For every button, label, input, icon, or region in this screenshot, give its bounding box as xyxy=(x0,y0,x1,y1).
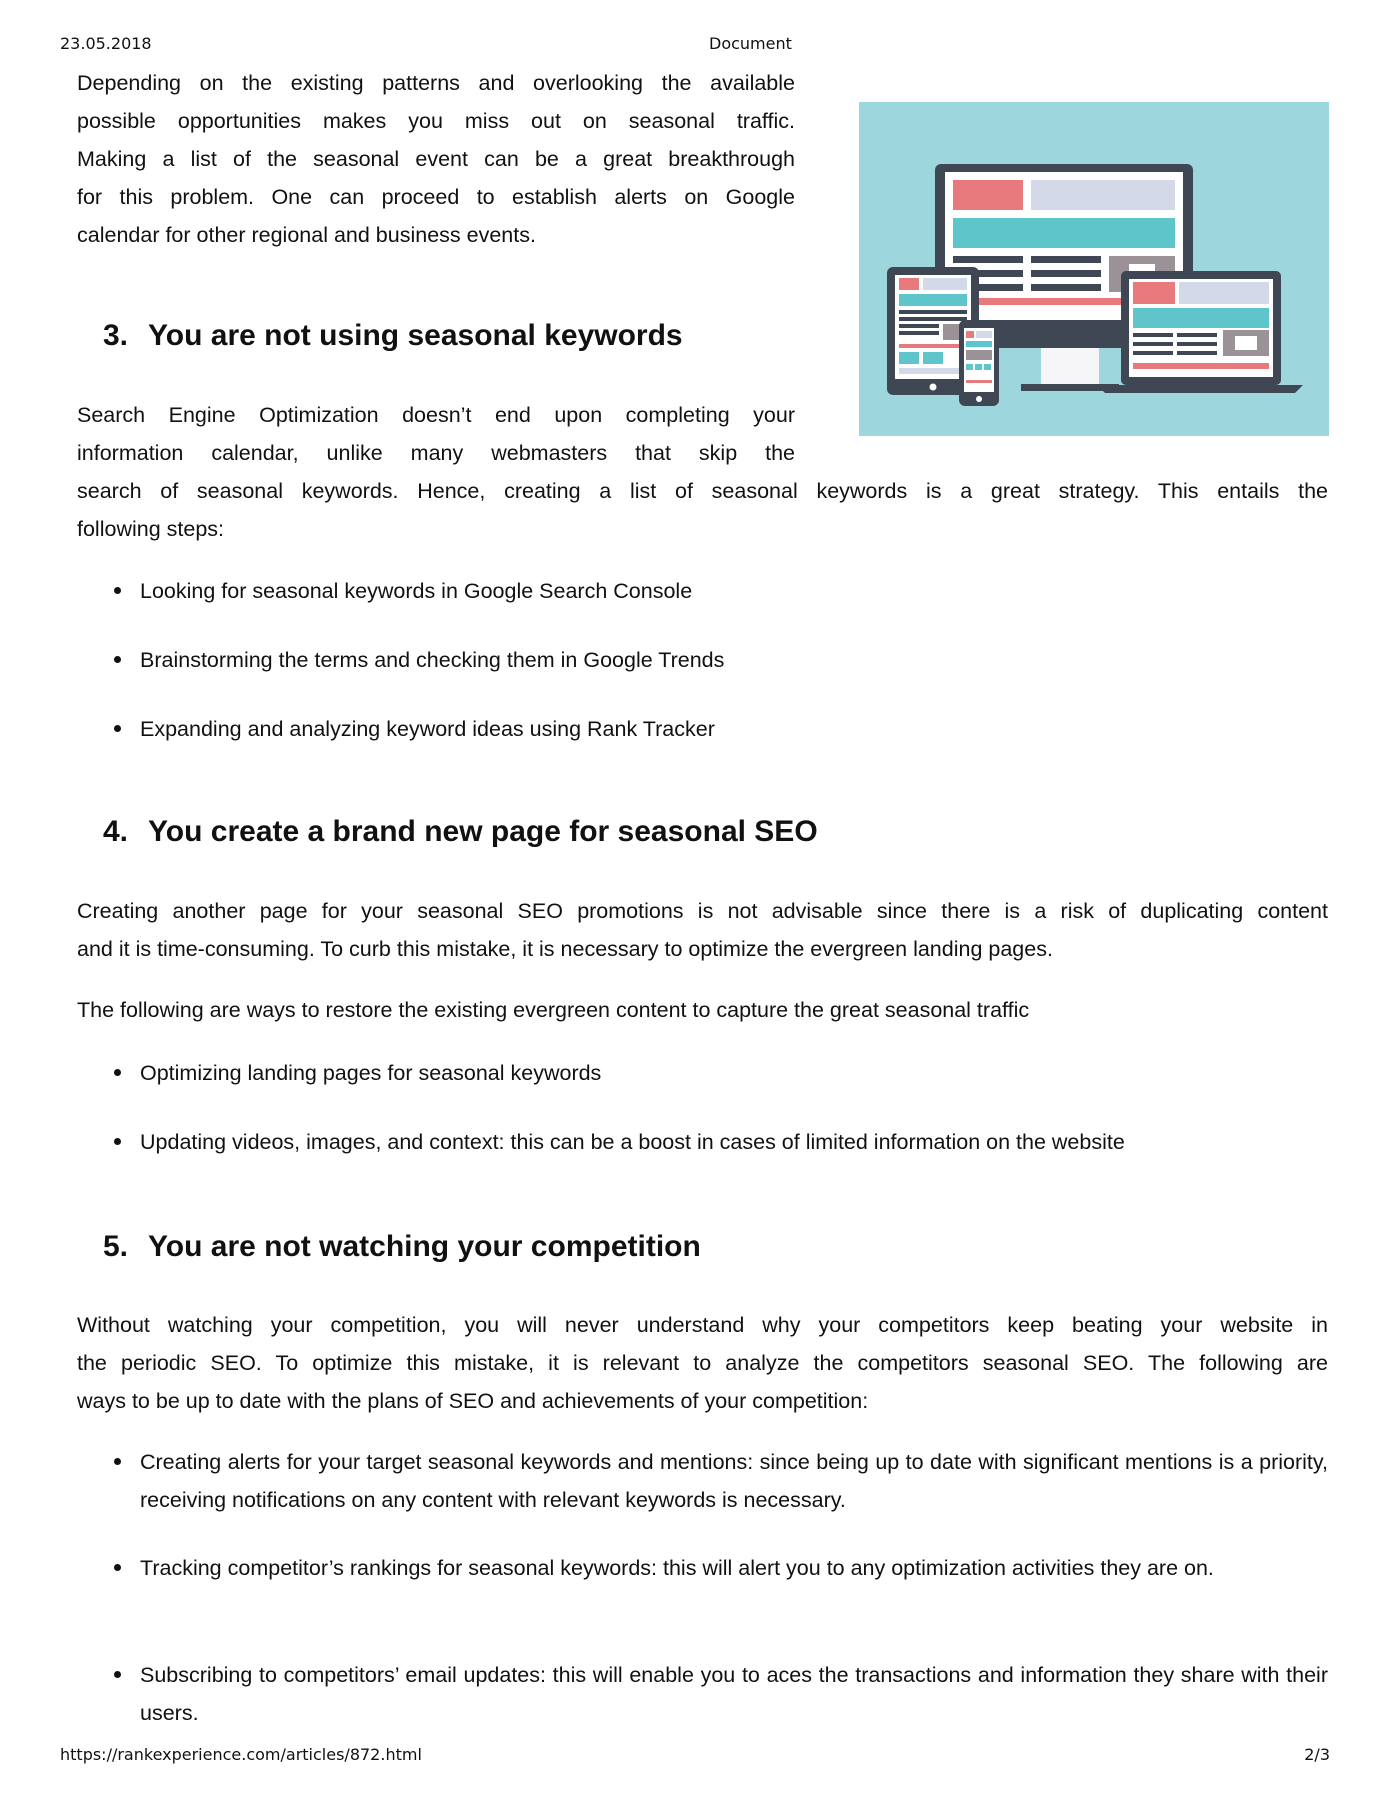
print-title: Document xyxy=(709,34,792,53)
bullet-icon xyxy=(114,587,121,594)
section-4-paragraph: Creating another page for your seasonal SEO promotions is not advisable since there is a risk of duplicating content and it is time-consuming. To curb this mistake, it is necessary to optimize the evergreen landing pages. xyxy=(77,899,1328,961)
devices-illustration-icon xyxy=(859,102,1329,436)
list-item: Creating alerts for your target seasonal keywords and mentions: since being up to date with significant mentions is a priority, receiving notifications on any content with relevant keywords is necessary. xyxy=(114,1443,1328,1519)
list-item: Brainstorming the terms and checking them in Google Trends xyxy=(114,641,1328,679)
print-url[interactable]: https://rankexperience.com/articles/872.html xyxy=(60,1745,422,1764)
bullet-icon xyxy=(114,656,121,663)
list-item: Looking for seasonal keywords in Google Search Console xyxy=(114,572,1328,610)
intro-paragraph: Depending on the existing patterns and overlooking the available possible opportunities makes you miss out on seasonal traffic. Making a list of the seasonal event can be a great breakthrough for this problem. One can proceed to establish alerts on Google calendar for other regional and business events. xyxy=(77,71,795,247)
section-5-heading: 5. You are not watching your competition xyxy=(103,1230,701,1263)
bullet-icon xyxy=(114,1458,121,1465)
list-item: Updating videos, images, and context: this can be a boost in cases of limited information on the website xyxy=(114,1123,1328,1161)
bullet-icon xyxy=(114,725,121,732)
bullet-icon xyxy=(114,1138,121,1145)
section-4-paragraph-2: The following are ways to restore the existing evergreen content to capture the great seasonal traffic xyxy=(77,998,1030,1022)
section-5-paragraph: Without watching your competition, you will never understand why your competitors keep beating your website in the periodic SEO. To optimize this mistake, it is relevant to analyze the competitors seasonal SEO. The following are ways to be up to date with the plans of SEO and achievements of your competition: xyxy=(77,1313,1328,1413)
section-3-heading: 3. You are not using seasonal keywords xyxy=(103,319,683,352)
list-item: Subscribing to competitors’ email updates: this will enable you to aces the transactions and information they share with their users. xyxy=(114,1656,1328,1732)
list-item: Tracking competitor’s rankings for seasonal keywords: this will alert you to any optimization activities they are on. xyxy=(114,1549,1328,1587)
bullet-icon xyxy=(114,1671,121,1678)
bullet-icon xyxy=(114,1069,121,1076)
list-item: Optimizing landing pages for seasonal keywords xyxy=(114,1054,1328,1092)
list-item: Expanding and analyzing keyword ideas using Rank Tracker xyxy=(114,710,1328,748)
section-3-paragraph: Search Engine Optimization doesn’t end upon completing your information calendar, unlike many webmasters that skip the search of seasonal keywords. Hence, creating a list of seasonal keywords is a great strategy. This entails the following steps: xyxy=(77,403,1328,541)
section-4-heading: 4. You create a brand new page for seasonal SEO xyxy=(103,815,818,848)
page-number: 2/3 xyxy=(1304,1745,1330,1764)
bullet-icon xyxy=(114,1564,121,1571)
responsive-devices-image xyxy=(859,102,1329,436)
print-date: 23.05.2018 xyxy=(60,34,152,53)
